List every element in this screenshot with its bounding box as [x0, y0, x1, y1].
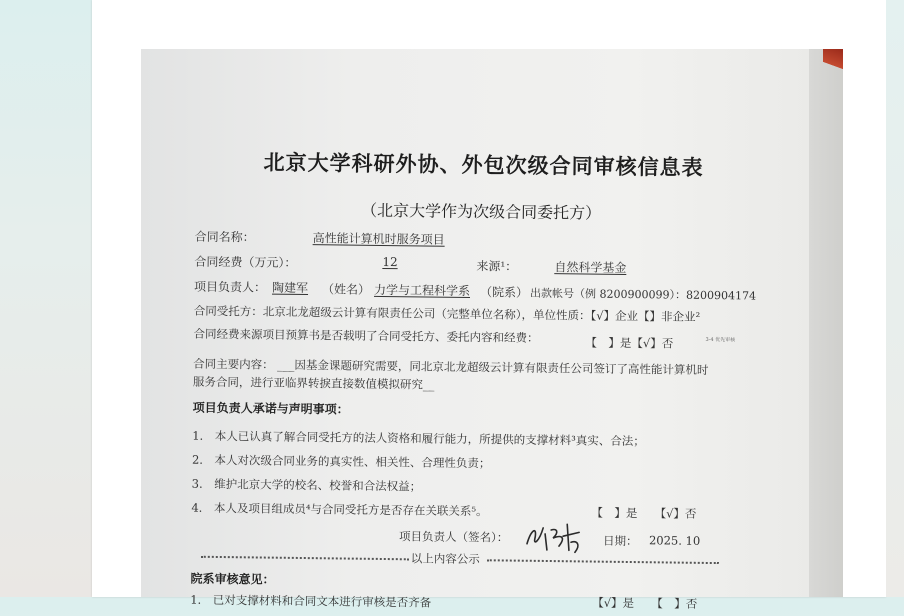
contractor-line: 合同受托方：北京北龙超级云计算有限责任公司（完整单位名称），单位性质：【√】企业【】非企业²: [193, 303, 701, 324]
document-photo: [141, 49, 843, 611]
content-line-2: 服务合同，进行亚临界转捩直接数值模拟研究__: [192, 374, 435, 392]
dept-review-line-1: 1. 已对支撑材料和合同文本进行审核是否齐备: [190, 592, 432, 610]
item4-choice: 【 】是 【√】否: [591, 505, 697, 521]
fee-label: 合同经费（万元）：: [194, 254, 297, 270]
commitment-item-2: 2. 本人对次级合同业务的真实性、相关性、合理性负责；: [191, 452, 491, 471]
signature-label: 项目负责人（签名）：: [398, 529, 509, 545]
content-label: 合同主要内容：: [193, 356, 274, 372]
contract-name-label: 合同名称：: [194, 229, 255, 245]
name-note: （姓名）: [321, 282, 371, 297]
account-text: 出款帐号（例 8200900099）：8200904174: [529, 286, 757, 303]
budget-question: 合同经费来源项目预算书是否载明了合同受托方、委托内容和经费：: [193, 326, 539, 345]
commitment-heading: 项目负责人承诺与声明事项：: [192, 400, 349, 417]
form-sheet: [134, 49, 843, 611]
dept-review-heading: 院系审核意见：: [190, 571, 275, 587]
date-value: 2025. 10: [648, 533, 701, 548]
scroll-gutter[interactable]: [886, 0, 904, 597]
pi-label: 项目负责人：: [194, 279, 267, 295]
commitment-item-3: 3. 维护北京大学的校名、校誉和合法权益；: [191, 476, 422, 494]
content-line-1: ___因基金课题研究需要，同北京北龙超级云计算有限责任公司签订了高性能计算机时: [277, 357, 709, 377]
dotted-rule-left: [201, 556, 409, 561]
commitment-item-4: 4. 本人及项目组成员⁴与合同受托方是否存在关联关系⁵。: [191, 500, 488, 519]
budget-choice: 【 】是【√】否: [585, 335, 674, 351]
source-value: 自然科学基金: [554, 260, 627, 275]
commitment-item-1: 1. 本人已认真了解合同受托方的法人资格和履行能力，所提供的支撑材料³真实、合法；: [192, 428, 645, 449]
dept-review-choice: 【√】是 【 】否: [592, 595, 698, 611]
handwritten-signature: [523, 516, 587, 557]
form-subtitle: （北京大学作为次级合同委托方）: [360, 200, 602, 223]
above-content-public: 以上内容公示: [410, 551, 480, 567]
dotted-rule-right: [487, 559, 719, 564]
pi-value: 陶建军: [272, 280, 309, 296]
budget-tiny-note: 3-4 优先审核: [705, 336, 736, 344]
form-title: 北京大学科研外协、外包次级合同审核信息表: [263, 149, 704, 180]
fee-value: 12: [382, 254, 398, 270]
date-label: 日期：: [602, 533, 638, 549]
source-label: 来源¹：: [476, 259, 518, 274]
contract-name-value: 高性能计算机时服务项目: [312, 231, 445, 247]
dept-value: 力学与工程科学系: [373, 282, 471, 299]
dept-note: （院系）: [479, 285, 529, 300]
